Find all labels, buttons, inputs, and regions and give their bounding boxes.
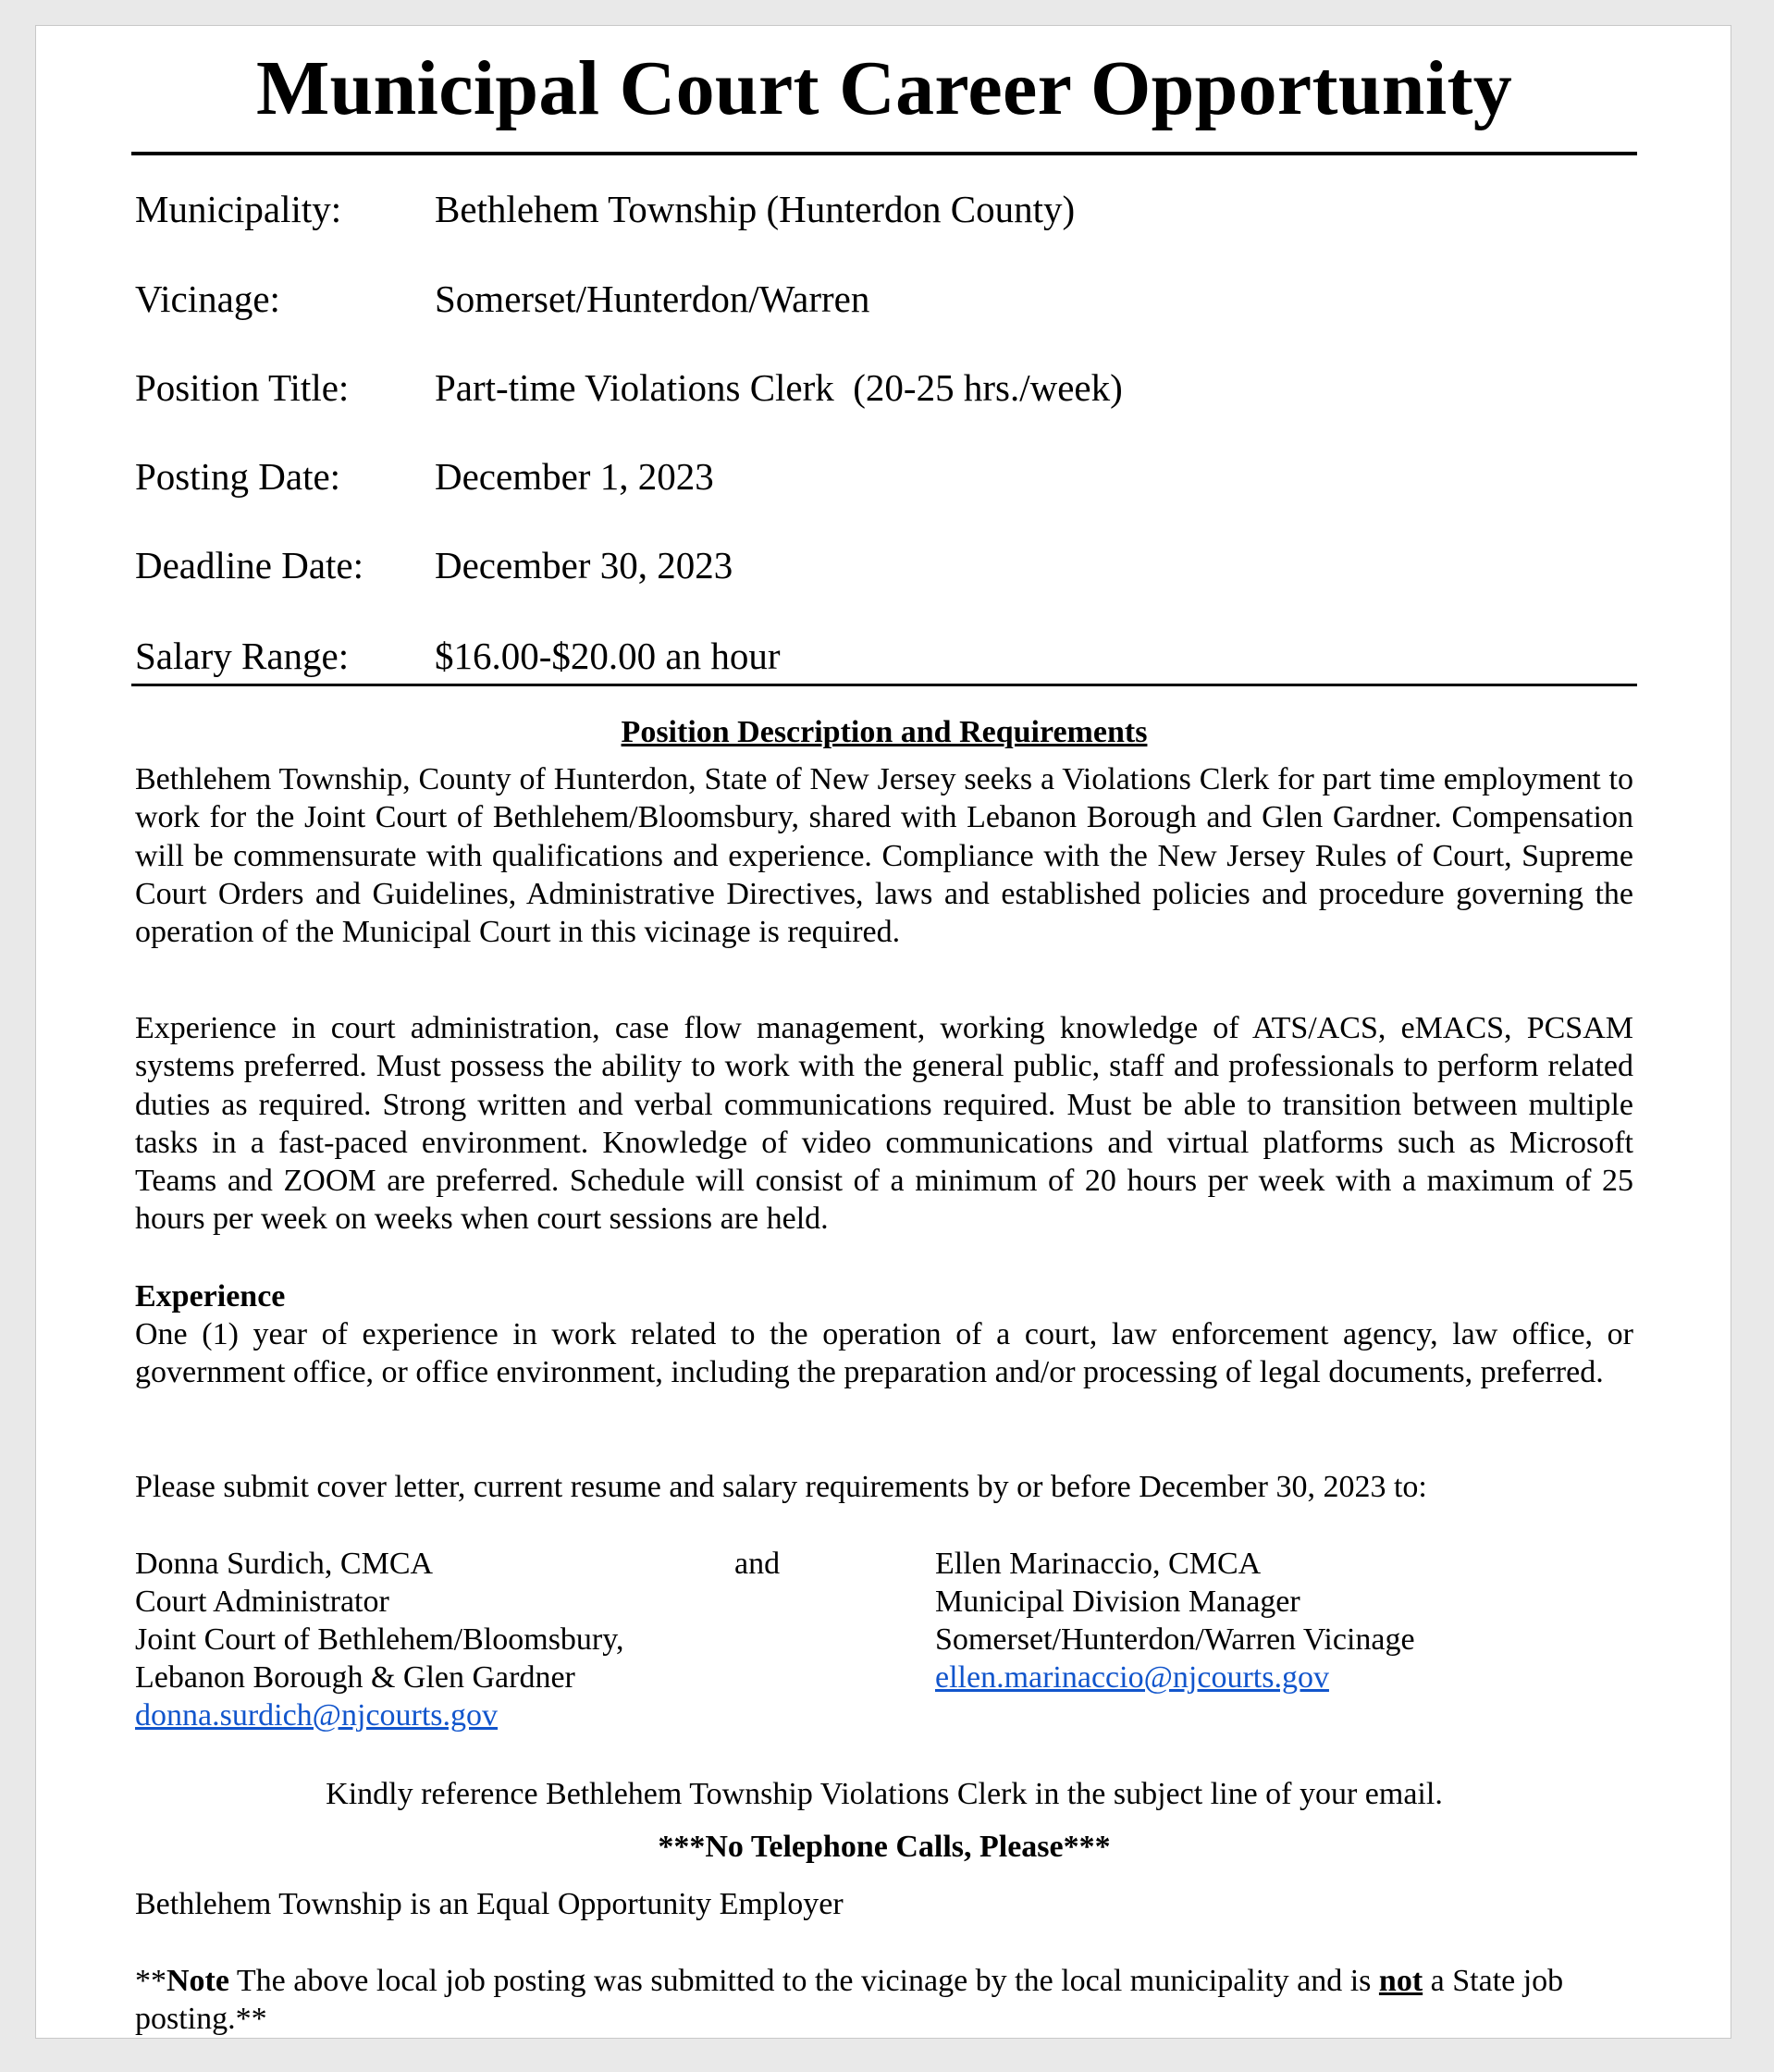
details-rule [131, 684, 1637, 686]
experience-heading: Experience [135, 1279, 286, 1314]
municipality-label: Municipality: [135, 188, 342, 230]
reference-instruction: Kindly reference Bethlehem Township Violations Clerk in the subject line of your email. [326, 1777, 1443, 1811]
no-calls-notice: ***No Telephone Calls, Please*** [658, 1830, 1111, 1864]
position-title-label: Position Title: [135, 366, 350, 409]
vicinage-value: Somerset/Hunterdon/Warren [435, 278, 870, 320]
vicinage-label: Vicinage: [135, 278, 280, 320]
requirements-paragraph: Experience in court administration, case flow management, working knowledge of ATS/ACS, eMACS, PCSAM systems preferred. Must possess the ability to work with the general public, staff and professionals to perform related duties as required. Strong written and verbal communications required. Must be able to transition between multiple tasks in a fast-paced environment. Knowledge of video communications and virtual platforms such as Microsoft Teams and ZOOM are preferred. Schedule will consist of a minimum of 20 hours per week with a maximum of 25 hours per week on weeks when court sessions are held. [135, 1011, 1633, 1237]
contact-donna-surdich [135, 1545, 624, 1734]
deadline-date-value: December 30, 2023 [435, 544, 733, 586]
contact2-vicinage: Somerset/Hunterdon/Warren Vicinage [935, 1622, 1415, 1657]
posting-date-label: Posting Date: [135, 455, 341, 498]
note-text-1: The above local job posting was submitted to the vicinage by the local municipality and is [228, 1964, 1379, 1998]
contact1-boroughs: Lebanon Borough & Glen Gardner [135, 1660, 575, 1695]
note-prefix: ** [135, 1964, 166, 1998]
contact1-title: Court Administrator [135, 1585, 389, 1619]
contact-ellen-marinaccio [935, 1545, 1415, 1696]
section-heading: Position Description and Requirements [621, 715, 1148, 749]
posting-date-value: December 1, 2023 [435, 455, 714, 498]
note-paragraph [135, 1962, 1652, 2039]
contact1-name: Donna Surdich, CMCA [135, 1547, 434, 1581]
experience-paragraph: One (1) year of experience in work related to the operation of a court, law enforcement agency, law office, or government office, or office environment, including the preparation and/or processing of legal documents, preferred. [135, 1317, 1633, 1390]
note-text-2: a State job posting.** [135, 1964, 1564, 2037]
deadline-date-label: Deadline Date: [135, 544, 364, 586]
note-bold-label: Note [166, 1964, 229, 1998]
and-connector: and [734, 1547, 781, 1581]
description-paragraph: Bethlehem Township, County of Hunterdon, State of New Jersey seeks a Violations Clerk for part time employment to work for the Joint Court of Bethlehem/Bloomsbury, shared with Lebanon Borough and Glen Gardner. Compensation will be commensurate with qualifications and experience. Compliance with the New Jersey Rules of Court, Supreme Court Orders and Guidelines, Administrative Directives, laws and established policies and procedure governing the operation of the Municipal Court in this vicinage is required. [135, 762, 1633, 950]
position-title-value: Part-time Violations Clerk (20-25 hrs./week) [435, 366, 1123, 409]
municipality-value: Bethlehem Township (Hunterdon County) [435, 188, 1076, 230]
salary-range-value: $16.00-$20.00 an hour [435, 635, 781, 677]
contact1-court: Joint Court of Bethlehem/Bloomsbury, [135, 1622, 624, 1657]
contact1-email-link[interactable]: donna.surdich@njcourts.gov [135, 1698, 499, 1733]
contact2-email-link[interactable]: ellen.marinaccio@njcourts.gov [935, 1660, 1329, 1695]
document-page [35, 25, 1731, 2039]
contact2-title: Municipal Division Manager [935, 1585, 1300, 1619]
equal-opportunity-statement: Bethlehem Township is an Equal Opportunity Employer [135, 1887, 844, 1921]
note-not-emphasis: not [1378, 1964, 1423, 1998]
contact2-name: Ellen Marinaccio, CMCA [935, 1547, 1262, 1581]
page-title: Municipal Court Career Opportunity [255, 45, 1513, 131]
submit-instructions: Please submit cover letter, current resume and salary requirements by or before December 30, 2023 to: [135, 1470, 1427, 1504]
salary-range-label: Salary Range: [135, 635, 350, 677]
title-rule [131, 152, 1637, 155]
